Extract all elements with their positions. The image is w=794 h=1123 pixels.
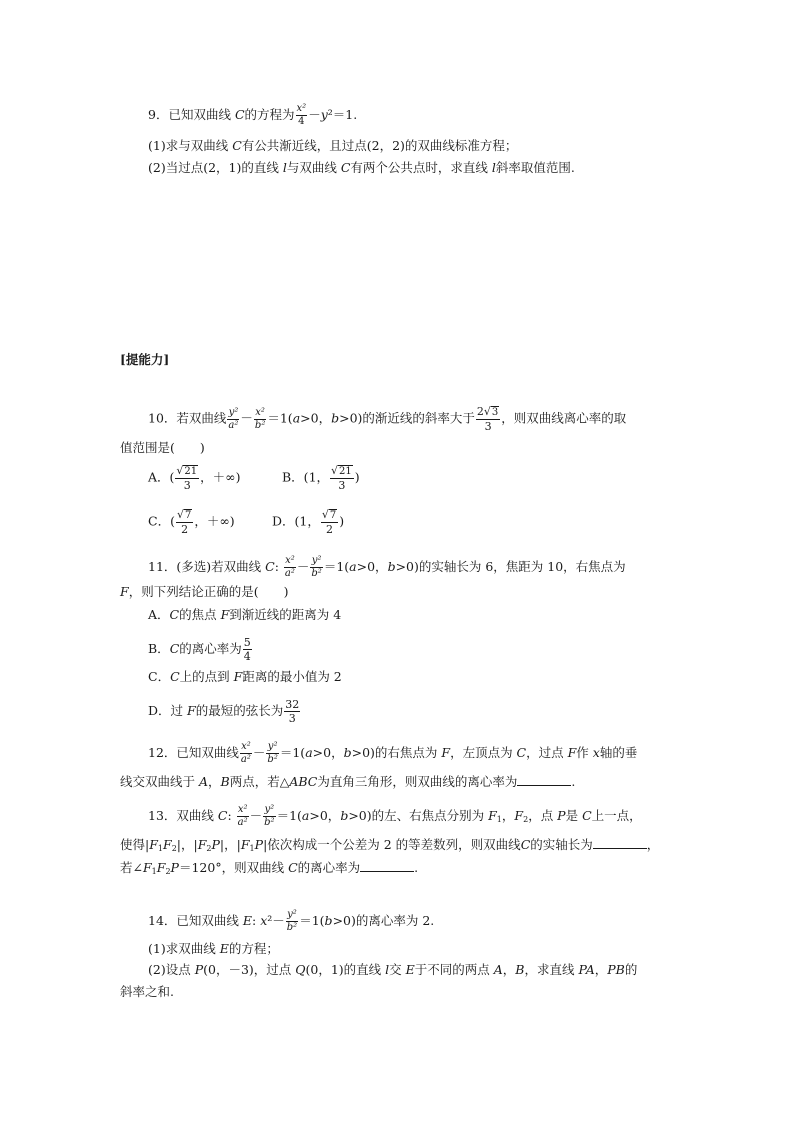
option-c: C．C上的点到 F距离的最小值为 2 <box>148 669 342 684</box>
problem-13-stem: 13．双曲线 C: $\frac{\text{x²}}{\text{a²}}$ － $\frac{\text{y²}}{\text{b²}}$ ＝1(a>0，b>0)的左、右焦点分别为 $F_1$，$F_2$，点 P是 C上一点， <box>148 804 642 828</box>
problem-14-part-2-cont: 斜率之和. <box>120 984 174 999</box>
fraction: $\frac{\text{x²}}{\text{b²}}$ <box>254 406 266 431</box>
square-root: √3 <box>483 405 499 418</box>
fraction: $\frac{\text{y²}}{\text{b²}}$ <box>311 555 322 579</box>
section-heading: [提能力] <box>120 352 170 367</box>
problem-number: 11． <box>148 559 177 574</box>
fraction: $\frac{5}{4}$ <box>243 636 251 663</box>
fraction: $\frac{√7}{2}$ <box>176 508 192 536</box>
fraction: $\frac{\text{x²}}{\text{a²}}$ <box>237 804 248 828</box>
square-root: √7 <box>176 508 192 521</box>
fraction: $\frac{√21}{3}$ <box>331 464 352 492</box>
problem-11-stem: 11．(多选)若双曲线 C: $\frac{\text{x²}}{\text{a²}}$ － $\frac{\text{y²}}{\text{b²}}$ ＝1(a>0，b>0)的实轴长为 6，焦距为 10，右焦点为 <box>148 555 626 579</box>
problem-number: 10． <box>148 410 177 426</box>
fraction: $\frac{√21}{3}$ <box>176 464 198 492</box>
fraction: $\frac{√7}{2}$ <box>321 508 337 536</box>
problem-12-stem-cont: 线交双曲线于 A，B两点，若△ABC为直角三角形，则双曲线的离心率为 . <box>120 774 576 789</box>
fraction: $\frac{2√3}{3}$ <box>476 405 499 433</box>
answer-blank <box>517 775 571 786</box>
problem-13-stem-cont-2: 若$\angle F_1F_2P=120^\circ$，则双曲线 C的离心率为 . <box>120 860 419 876</box>
option-b: B．C的离心率为 $\frac{5}{4}$ <box>148 636 251 663</box>
problem-number: 9． <box>148 107 169 122</box>
fraction: $\frac{32}{3}$ <box>285 698 300 725</box>
problem-number: 13． <box>148 808 177 823</box>
option-c: C．( $\frac{√7}{2}$ ，＋∞) <box>148 508 235 536</box>
problem-12-stem: 12．已知双曲线 $\frac{\text{x²}}{\text{a²}}$ － $\frac{\text{y²}}{\text{b²}}$ ＝1(a>0，b>0)的右焦点为 F，左顶点为 C，过点 F作 x轴的垂 <box>148 741 638 765</box>
square-root: √7 <box>321 508 337 521</box>
option-a: A．C的焦点 F到渐近线的距离为 4 <box>148 607 342 622</box>
square-root: √21 <box>331 464 352 477</box>
option-b: B．(1， $\frac{√21}{3}$ ) <box>282 464 360 492</box>
problem-9-stem: 9．已知双曲线 C的方程为 $\frac{\text{x²}}{4}$ －y²＝1. <box>148 103 358 127</box>
square-root: √21 <box>176 464 198 477</box>
problem-11-stem-cont: F，则下列结论正确的是( ) <box>120 584 289 599</box>
problem-10-stem: 10．若双曲线 $\frac{\text{y²}}{\text{a²}}$ － $\frac{\text{x²}}{\text{b²}}$ ＝1(a>0，b>0)的渐近线的斜率大于 $\frac{2√3}{3}$ ，则双曲线离心率的取 <box>148 405 627 433</box>
fraction: $\frac{\text{x²}}{4}$ <box>296 103 307 127</box>
answer-blank <box>360 861 414 872</box>
problem-9-part-2: (2)当过点(2，1)的直线 l与双曲线 C有两个公共点时，求直线 l斜率取值范围. <box>148 160 575 175</box>
option-d: D．过 F的最短的弦长为 $\frac{32}{3}$ <box>148 698 300 725</box>
problem-14-part-2: (2)设点 P(0，－3)，过点 Q(0，1)的直线 l交 E于不同的两点 A，B，求直线 PA，PB的 <box>148 962 638 977</box>
option-d: D．(1， $\frac{√7}{2}$ ) <box>272 508 345 536</box>
problem-10-stem-cont: 值范围是( ) <box>120 440 205 455</box>
problem-9-part-1: (1)求与双曲线 C有公共渐近线，且过点(2，2)的双曲线标准方程； <box>148 138 518 153</box>
problem-13-stem-cont: 使得$|F_1F_2|$，$|F_2P|$，$|F_1P|$依次构成一个公差为 2 的等差数列，则双曲线C的实轴长为 ， <box>120 837 660 853</box>
fraction: $\frac{\text{x²}}{\text{a²}}$ <box>240 741 251 765</box>
fraction: $\frac{\text{y²}}{\text{b²}}$ <box>267 741 278 765</box>
fraction: $\frac{\text{x²}}{\text{a²}}$ <box>284 555 295 579</box>
fraction: $\frac{\text{y²}}{\text{b²}}$ <box>286 909 298 933</box>
problem-number: 14． <box>148 913 177 928</box>
problem-14-stem: 14．已知双曲线 E: x²－ $\frac{\text{y²}}{\text{b²}}$ ＝1(b>0)的离心率为 2. <box>148 909 435 933</box>
fraction: $\frac{\text{y²}}{\text{b²}}$ <box>264 804 275 828</box>
answer-blank <box>593 838 647 849</box>
problem-14-part-1: (1)求双曲线 E的方程； <box>148 941 279 956</box>
option-a: A．( $\frac{√21}{3}$ ，＋∞) <box>148 464 241 492</box>
fraction: $\frac{\text{y²}}{\text{a²}}$ <box>228 406 239 431</box>
problem-number: 12． <box>148 745 177 760</box>
